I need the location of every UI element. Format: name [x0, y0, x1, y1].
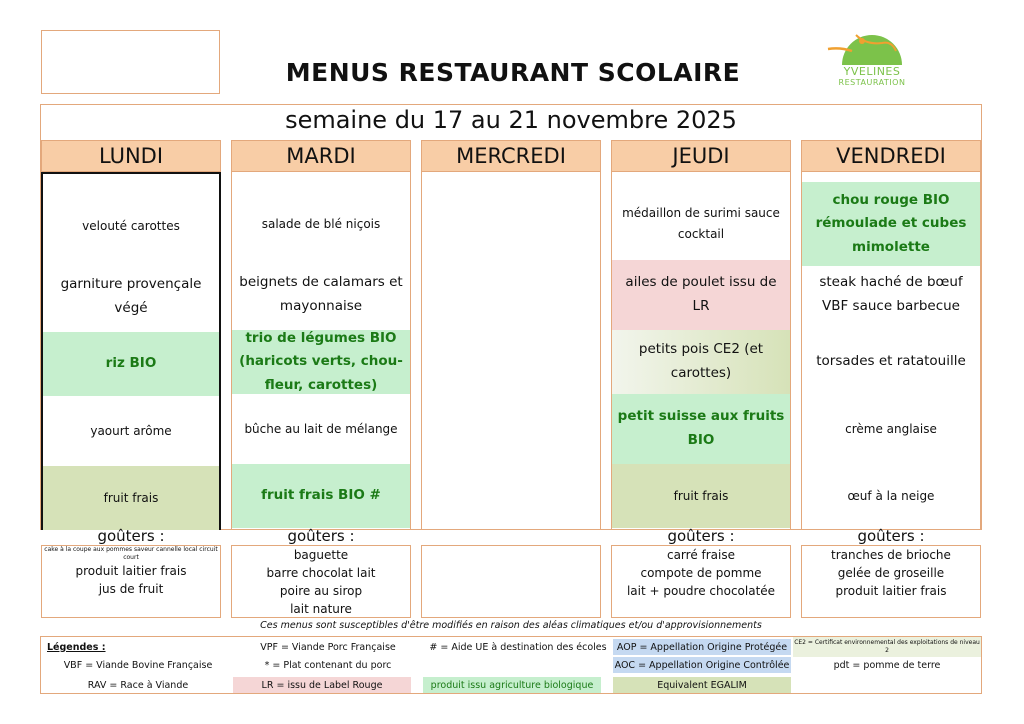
day-column	[801, 172, 981, 530]
legend-box	[40, 636, 982, 694]
day-header: LUNDI	[41, 140, 221, 172]
menu-item: riz BIO	[43, 332, 219, 396]
gouter-box	[41, 545, 221, 618]
day-column	[421, 172, 601, 530]
menu-item: yaourt arôme	[90, 423, 172, 438]
day-column	[231, 172, 411, 530]
gouter-item: cake à la coupe aux pommes saveur cannelle local circuit court	[44, 546, 218, 561]
legend-egalim: Equivalent EGALIM	[613, 677, 791, 693]
legend-vpf: VPF = Viande Porc Française	[260, 641, 396, 653]
logo-placeholder-box	[41, 30, 220, 94]
gouter-box	[231, 545, 411, 618]
menu-item: bûche au lait de mélange	[244, 421, 398, 436]
gouter-title: goûters :	[857, 527, 925, 545]
gouter-title: goûters :	[97, 527, 165, 545]
gouter-item: produit laitier frais	[835, 584, 947, 598]
brand-logo-icon	[822, 25, 922, 67]
menu-item: salade de blé niçois	[261, 216, 381, 231]
menu-item: chou rouge BIO rémoulade et cubes mimolette	[802, 182, 980, 266]
menu-item: œuf à la neige	[847, 488, 935, 503]
gouter-item: gelée de groseille	[837, 566, 945, 580]
legend-label-rouge: LR = issu de Label Rouge	[233, 677, 411, 693]
day-header: MERCREDI	[421, 140, 601, 172]
day-header: JEUDI	[611, 140, 791, 172]
menu-item: trio de légumes BIO (haricots verts, chou-fleur, carottes)	[232, 330, 410, 394]
day-header: VENDREDI	[801, 140, 981, 172]
menu-item: fruit frais BIO #	[232, 464, 410, 528]
gouter-item: lait nature	[290, 602, 352, 616]
gouter-item: jus de fruit	[98, 582, 164, 596]
legend-rav: RAV = Race à Viande	[87, 679, 189, 691]
week-title: semaine du 17 au 21 novembre 2025	[285, 106, 737, 134]
menu-item: velouté carottes	[82, 218, 180, 233]
gouter-item: lait + poudre chocolatée	[626, 584, 776, 598]
legend-aoc: AOC = Appellation Origine Contrôlée	[613, 657, 791, 673]
legend-aop: AOP = Appellation Origine Protégée	[613, 639, 791, 655]
gouter-box	[611, 545, 791, 618]
menu-item: garniture provençale végé	[60, 276, 202, 316]
day-header: MARDI	[231, 140, 411, 172]
brand-logo	[822, 25, 922, 91]
disclaimer-notice: Ces menus sont susceptibles d'être modifiés en raison des aléas climatiques et/ou d'approvisionnements	[260, 620, 762, 631]
legend-ce2: CE2 = Certificat environnemental des exploitations de niveau 2	[793, 637, 981, 657]
gouter-item: compote de pomme	[640, 566, 762, 580]
menu-item: fruit frais	[43, 466, 219, 530]
menu-item: petit suisse aux fruits BIO	[612, 394, 790, 464]
legend-vbf: VBF = Viande Bovine Française	[63, 659, 213, 671]
menu-item: torsades et ratatouille	[816, 353, 966, 370]
brand-name: YVELINES	[843, 65, 901, 78]
gouter-item: barre chocolat lait	[266, 566, 376, 580]
gouter-box	[801, 545, 981, 618]
gouter-title: goûters :	[287, 527, 355, 545]
menu-item: petits pois CE2 (et carottes)	[612, 330, 790, 394]
gouter-box	[421, 545, 601, 618]
legend-pdt: pdt = pomme de terre	[833, 659, 941, 671]
gouter-item: tranches de brioche	[831, 548, 951, 562]
legend-bio: produit issu agriculture biologique	[423, 677, 601, 693]
gouter-item: baguette	[293, 548, 349, 562]
gouter-item: produit laitier frais	[75, 564, 187, 578]
legend-aide-ue: # = Aide UE à destination des écoles	[429, 641, 607, 653]
gouter-item: carré fraise	[666, 548, 736, 562]
menu-item: beignets de calamars et mayonnaise	[239, 274, 403, 314]
menu-item: crème anglaise	[845, 421, 937, 436]
gouter-item: poire au sirop	[279, 584, 363, 598]
menu-item: médaillon de surimi sauce cocktail	[622, 206, 780, 241]
menu-item: fruit frais	[612, 464, 790, 528]
day-column	[41, 172, 221, 530]
page-title: MENUS RESTAURANT SCOLAIRE	[285, 58, 741, 87]
menu-item: ailes de poulet issu de LR	[612, 260, 790, 330]
legend-title: Légendes :	[47, 641, 106, 653]
legend-porc: * = Plat contenant du porc	[264, 659, 392, 671]
gouter-title: goûters :	[667, 527, 735, 545]
brand-subtitle: RESTAURATION	[838, 78, 906, 87]
menu-item: steak haché de bœuf VBF sauce barbecue	[819, 274, 963, 314]
day-column	[611, 172, 791, 530]
